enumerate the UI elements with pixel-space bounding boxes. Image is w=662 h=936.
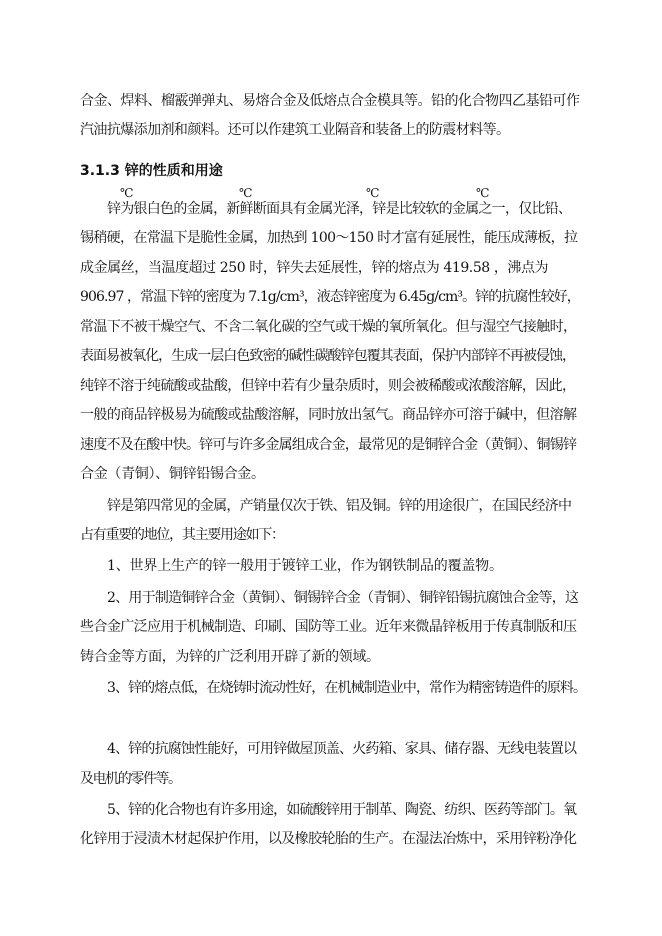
text-line: 合金（青铜）、铜锌铅锡合金。 <box>80 466 265 482</box>
list-item: 5、锌的化合物也有许多用途，如硫酸锌用于制革、陶瓷、纺织、医药等部门。氧 <box>107 802 577 818</box>
list-item: 4、锌的抗腐蚀性能好，可用锌做屋顶盖、火药箱、家具、储存器、无线电装置以 <box>107 741 577 757</box>
text-line: 汽油抗爆添加剂和颜料。还可以作建筑工业隔音和装备上的防震材料等。 <box>80 122 510 138</box>
text-line: 及电机的零件等。 <box>80 771 181 787</box>
text-line: 些合金广泛应用于机械制造、印刷、国防等工业。近年来微晶锌板用于传真制版和压 <box>80 619 577 635</box>
degree-symbol: ℃ <box>239 186 253 200</box>
list-item: 2、用于制造铜锌合金（黄铜）、铜锡锌合金（青铜）、铜锌铅锡抗腐蚀合金等，这 <box>107 590 579 606</box>
text-line: 成金属丝，当温度超过 250 时，锌失去延展性，锌的熔点为 419.58 ，沸点为 <box>80 260 549 276</box>
text-line: 占有重要的地位，其主要用途如下： <box>80 527 284 543</box>
text-line: 常温下不被干燥空气、不含二氧化碳的空气或干燥的氧所氧化。但与湿空气接触时， <box>80 319 577 335</box>
degree-symbol: ℃ <box>120 186 134 200</box>
list-item: 3、锌的熔点低，在烧铸时流动性好，在机械制造业中，常作为精密铸造件的原料。 <box>107 680 587 696</box>
text-line: 906.97 ，常温下锌的密度为 7.1g/cm³，液态锌密度为 6.45g/cm³。锌的抗腐性较好， <box>80 289 580 305</box>
text-line: 表面易被氧化，生成一层白色致密的碱性碳酸锌包覆其表面，保护内部锌不再被侵蚀， <box>80 348 576 364</box>
text-line: 速度不及在酸中快。锌可与许多金属组成合金，最常见的是铜锌合金（黄铜）、铜锡锌 <box>80 437 577 453</box>
text-line: 化锌用于浸渍木材起保护作用，以及橡胶轮胎的生产。在湿法冶炼中，采用锌粉净化 <box>80 831 577 847</box>
text-line: 锌为银白色的金属，新鲜断面具有金属光泽，锌是比较软的金属之一，仅比铅、 <box>107 201 572 217</box>
text-line: 锡稍硬，在常温下是脆性金属，加热到 100～150 时才富有延展性，能压成薄板，拉 <box>80 230 578 246</box>
text-line: 合金、焊料、榴霰弹弹丸、易熔合金及低熔点合金模具等。铅的化合物四乙基铅可作 <box>80 93 580 109</box>
degree-symbol: ℃ <box>366 186 380 200</box>
section-heading: 3.1.3 锌的性质和用途 <box>80 163 223 179</box>
text-line: 铸合金等方面，为锌的广泛利用开辟了新的领域。 <box>80 649 380 665</box>
list-item: 1、世界上生产的锌一般用于镀锌工业，作为钢铁制品的覆盖物。 <box>107 558 503 574</box>
text-line: 一般的商品锌极易为硫酸或盐酸溶解，同时放出氢气。商品锌亦可溶于碱中，但溶解 <box>80 407 577 423</box>
text-line: 锌是第四常见的金属，产销量仅次于铁、铝及铜。锌的用途很广，在国民经济中 <box>107 498 572 514</box>
text-line: 纯锌不溶于纯硫酸或盐酸，但锌中若有少量杂质时，则会被稀酸或浓酸溶解，因此， <box>80 378 576 394</box>
degree-symbol: ℃ <box>476 186 490 200</box>
